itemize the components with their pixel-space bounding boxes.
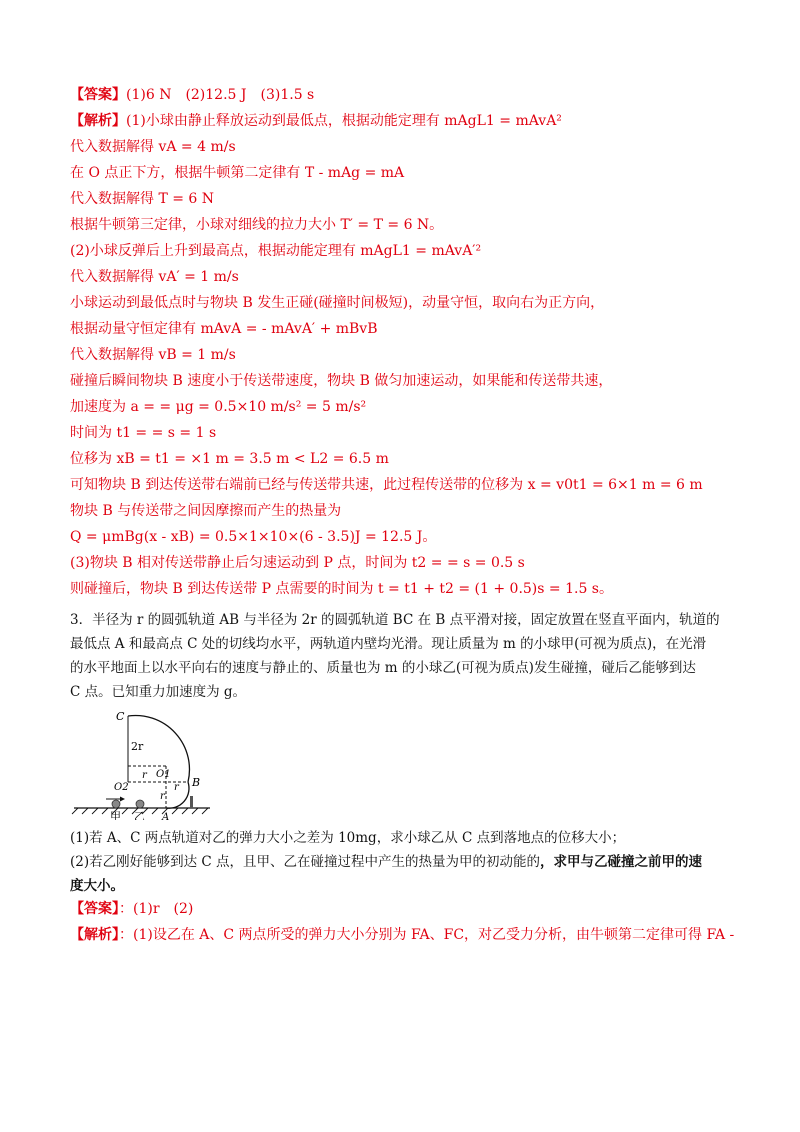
analysis-line: 位移为 xB = t1 = ×1 m = 3.5 m < L2 = 6.5 m [70,451,389,467]
analysis-line: (3)物块 B 相对传送带静止后匀速运动到 P 点，时间为 t2 = = s = 0.5 s [70,555,525,571]
analysis-line: 时间为 t1 = = s = 1 s [70,425,217,441]
label-2r: 2r [131,740,144,753]
subquestion-2-ask: ，求甲与乙碰撞之前甲的速 [540,854,703,870]
analysis-tag: 【解析】 [70,113,126,129]
question-3 [70,608,730,704]
analysis-line: 可知物块 B 到达传送带右端前已经与传送带共速，此过程传送带的位移为 x = v0t1 = 6×1 m = 6 m [70,477,703,493]
answer-line [70,86,730,112]
answer3-line [70,900,730,926]
answer3-tag: 【答案】 [70,901,119,917]
question-line: 的水平地面上以水平向右的速度与静止的、质量也为 m 的小球乙(可视为质点)发生碰撞，碰后乙能够到达 [70,660,696,676]
answer-tag: 【答案】 [70,87,126,103]
analysis3-text: ：(1)设乙在 A、C 两点所受的弹力大小分别为 FA、FC，对乙受力分析，由牛顿第二定律可得 FA - [119,927,735,943]
answer3-text: ：(1)r (2) [119,901,194,917]
analysis-line: 代入数据解得 vA′ = 1 m/s [70,269,239,285]
analysis-line: Q = μmBg(x - xB) = 0.5×1×10×(6 - 3.5)J = 12.5 J。 [70,529,437,545]
analysis-line: 代入数据解得 T = 6 N [70,191,215,207]
velocity-arrow-head [120,797,125,802]
analysis-line: 则碰撞后，物块 B 到达传送带 P 点需要的时间为 t = t1 + t2 = (1 + 0.5)s = 1.5 s。 [70,581,613,597]
track-diagram [70,710,270,820]
question-line: C 点。已知重力加速度为 g。 [70,684,247,700]
analysis-line: 代入数据解得 vA = 4 m/s [70,139,236,155]
label-r-right: r [174,782,179,793]
label-o2: O2 [114,782,129,793]
question-line: 3．半径为 r 的圆弧轨道 AB 与半径为 2r 的圆弧轨道 BC 在 B 点平滑对接，固定放置在竖直平面内，轨道的 [70,612,720,628]
label-r-low: r [160,791,165,802]
label-b: B [192,776,201,789]
analysis-line: 加速度为 a = = μg = 0.5×10 m/s² = 5 m/s² [70,399,367,415]
label-o1: O1 [156,769,171,780]
label-yi: 乙 [134,810,145,820]
label-a: A [162,812,170,820]
ball-jia [112,800,120,808]
analysis-line: 代入数据解得 vB = 1 m/s [70,347,236,363]
subquestion-2-cont: 度大小。 [70,878,124,894]
analysis-text: (1)小球由静止释放运动到最低点，根据动能定理有 mAgL1 = mAvA² [126,113,562,129]
analysis-line: 根据牛顿第三定律，小球对细线的拉力大小 T′ = T = 6 N。 [70,217,444,233]
question-line: 最低点 A 和最高点 C 处的切线均水平，两轨道内壁均光滑。现让质量为 m 的小球甲(可视为质点)，在光滑 [70,636,707,652]
analysis3-tag: 【解析】 [70,927,119,943]
label-jia: 甲 [110,810,121,820]
answer-text: (1)6 N (2)12.5 J (3)1.5 s [126,87,315,103]
question-subparts [70,826,730,898]
analysis-line: 物块 B 与传送带之间因摩擦而产生的热量为 [70,503,342,519]
subquestion-2-text: (2)若乙刚好能够到达 C 点，且甲、乙在碰撞过程中产生的热量为甲的初动能的 [70,854,541,870]
track-diagram-svg [70,710,270,820]
document-page [70,86,735,952]
analysis-line: 小球运动到最低点时与物块 B 发生正碰(碰撞时间极短)，动量守恒，取向右为正方向， [70,295,605,311]
subquestion-2 [70,850,730,874]
label-r-mid: r [142,770,147,781]
support-post [190,796,193,808]
analysis-line [70,112,730,138]
analysis-line: 在 O 点正下方，根据牛顿第二定律有 T - mAg = mA [70,165,405,181]
analysis-line: (2)小球反弹后上升到最高点，根据动能定理有 mAgL1 = mAvA′² [70,243,482,259]
label-c: C [116,710,125,723]
analysis-line: 碰撞后瞬间物块 B 速度小于传送带速度，物块 B 做匀加速运动，如果能和传送带共速， [70,373,613,389]
analysis-line: 根据动量守恒定律有 mAvA = - mAvA′ + mBvB [70,321,378,337]
ball-yi [136,800,144,808]
analysis3-line [70,926,735,952]
subquestion-1: (1)若 A、C 两点轨道对乙的弹力大小之差为 10mg，求小球乙从 C 点到落地点的位移大小； [70,830,626,846]
